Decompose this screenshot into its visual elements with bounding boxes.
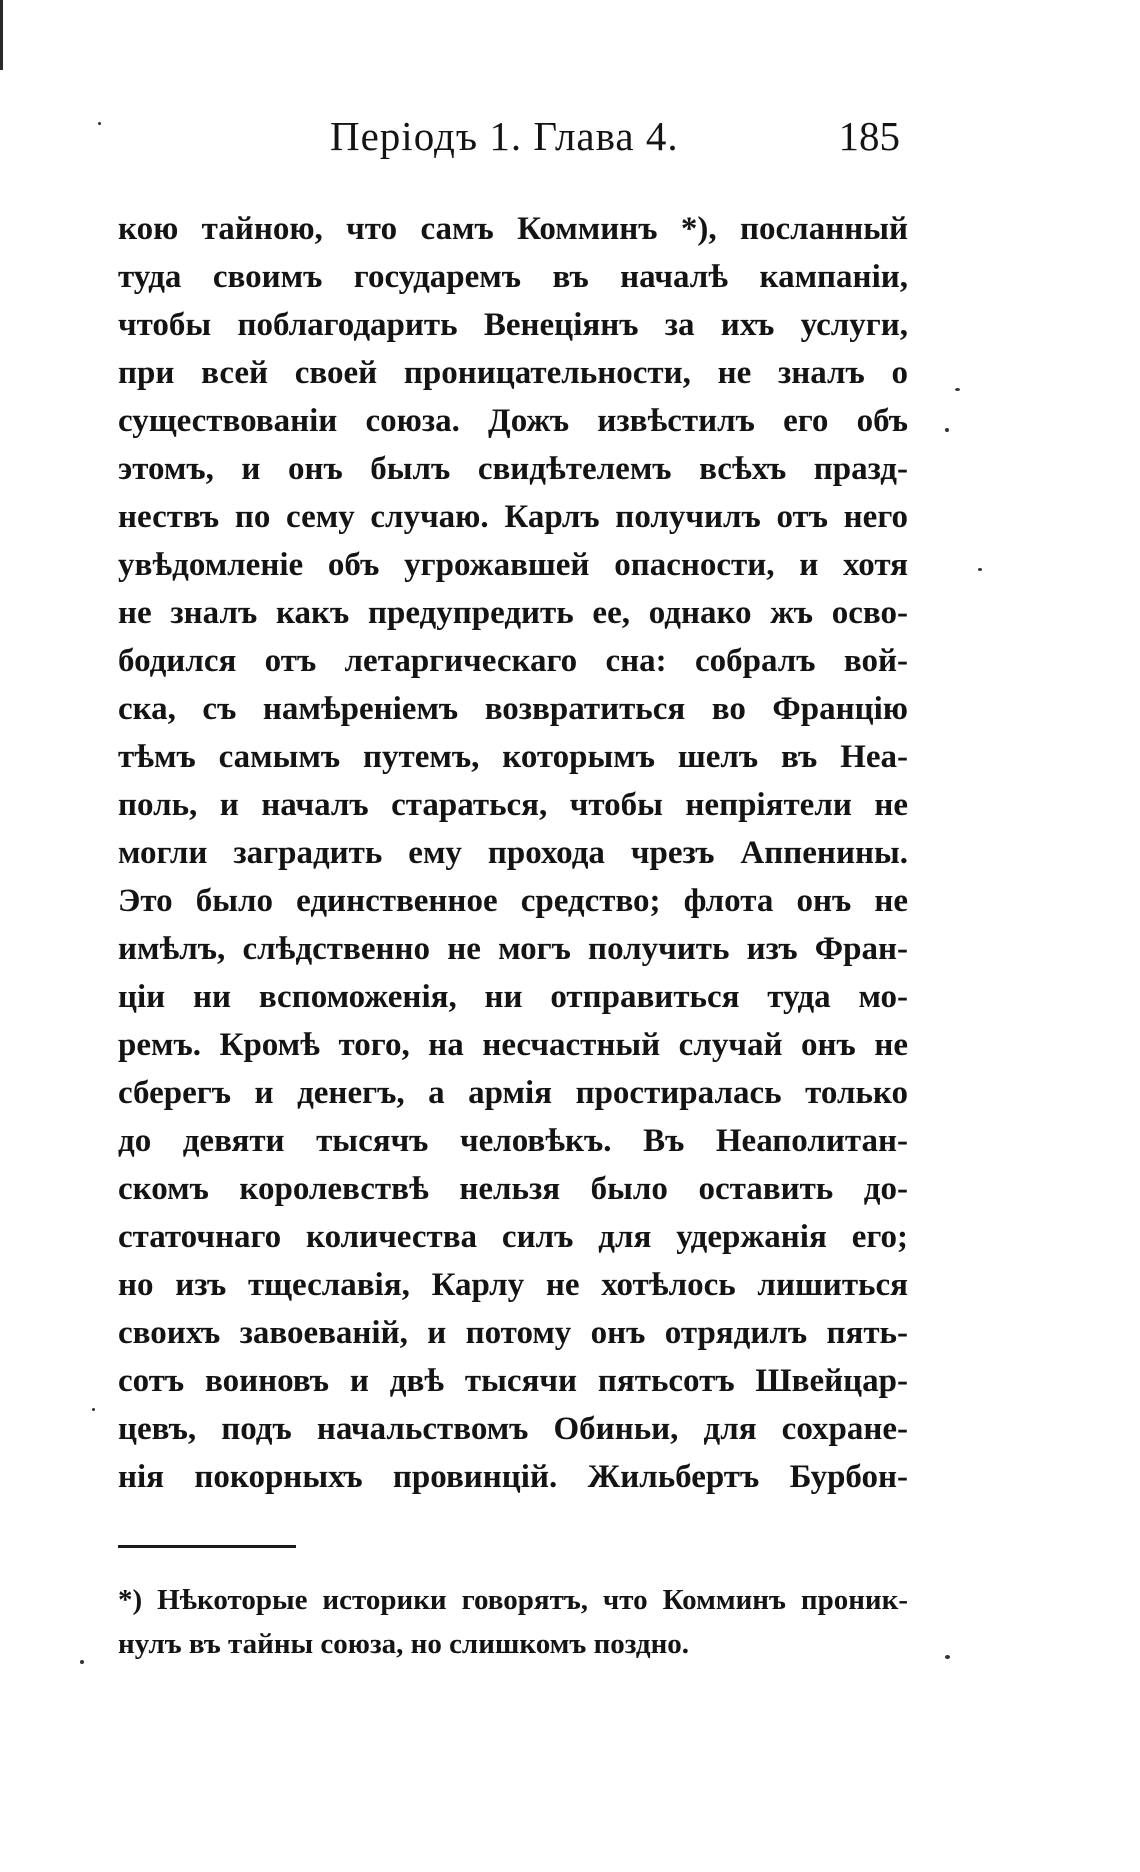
text-line: но изъ тщеславія, Карлу не хотѣлось лишиться: [118, 1267, 908, 1303]
scan-speck: [945, 1655, 950, 1659]
text-line: нія покорныхъ провинцій. Жильбертъ Бурбон-: [118, 1459, 908, 1495]
text-line: кою тайною, что самъ Комминъ *), посланный: [118, 211, 908, 247]
text-line: до девяти тысячъ человѣкъ. Въ Неаполитан-: [118, 1123, 908, 1159]
text-line: увѣдомленіе объ угрожавшей опасности, и хотя: [118, 547, 908, 583]
text-line: могли заградить ему прохода чрезъ Аппенины.: [118, 835, 908, 871]
text-line: Это было единственное средство; флота онъ не: [118, 883, 908, 919]
main-text: [118, 205, 908, 1501]
text-line: этомъ, и онъ былъ свидѣтелемъ всѣхъ празд-: [118, 451, 908, 487]
text-line: своихъ завоеваній, и потому онъ отрядилъ пять-: [118, 1315, 908, 1351]
text-line: чтобы поблагодарить Венеціянъ за ихъ услуги,: [118, 307, 908, 343]
text-line: не зналъ какъ предупредить ее, однако жъ осво-: [118, 595, 908, 631]
text-line: ремъ. Кромѣ того, на несчастный случай онъ не: [118, 1027, 908, 1063]
text-line: нествъ по сему случаю. Карлъ получилъ отъ него: [118, 499, 908, 535]
page-number: 185: [838, 113, 900, 159]
footnote-line: *) Нѣкоторые историки говорятъ, что Комминъ проник-: [118, 1584, 908, 1616]
text-line: статочнаго количества силъ для удержанія его;: [118, 1219, 908, 1255]
text-line: туда своимъ государемъ въ началѣ кампаніи,: [118, 259, 908, 295]
footnote: [118, 1578, 908, 1666]
text-line: сотъ воиновъ и двѣ тысячи пятьсотъ Швейцар-: [118, 1363, 908, 1399]
text-line: существованіи союза. Дожъ извѣстилъ его объ: [118, 403, 908, 439]
scan-speck: [80, 1660, 84, 1664]
text-line: имѣлъ, слѣдственно не могъ получить изъ Фран-: [118, 931, 908, 967]
text-line: скомъ королевствѣ нельзя было оставить до-: [118, 1171, 908, 1207]
text-line: бодился отъ летаргическаго сна: собралъ вой-: [118, 643, 908, 679]
text-line: ціи ни вспоможенія, ни отправиться туда мо-: [118, 979, 908, 1015]
text-line: при всей своей проницательности, не зналъ о: [118, 355, 908, 391]
scan-speck: [98, 122, 101, 125]
footnote-rule: [118, 1545, 296, 1548]
footnote-line: нулъ въ тайны союза, но слишкомъ поздно.: [118, 1628, 690, 1660]
scan-speck: [92, 1408, 95, 1411]
scan-speck: [955, 388, 960, 391]
text-line: поль, и началъ стараться, чтобы непріятели не: [118, 787, 908, 823]
text-line: цевъ, подъ начальствомъ Обиньи, для сохране-: [118, 1411, 908, 1447]
scan-edge-mark: [0, 0, 3, 70]
scan-speck: [978, 568, 982, 571]
running-head: Періодъ 1. Глава 4.: [330, 113, 679, 159]
scan-speck: [945, 428, 949, 432]
page-header: [330, 112, 900, 172]
text-line: тѣмъ самымъ путемъ, которымъ шелъ въ Неа-: [118, 739, 908, 775]
text-line: ска, съ намѣреніемъ возвратиться во Францію: [118, 691, 908, 727]
text-line: сберегъ и денегъ, а армія простиралась только: [118, 1075, 908, 1111]
